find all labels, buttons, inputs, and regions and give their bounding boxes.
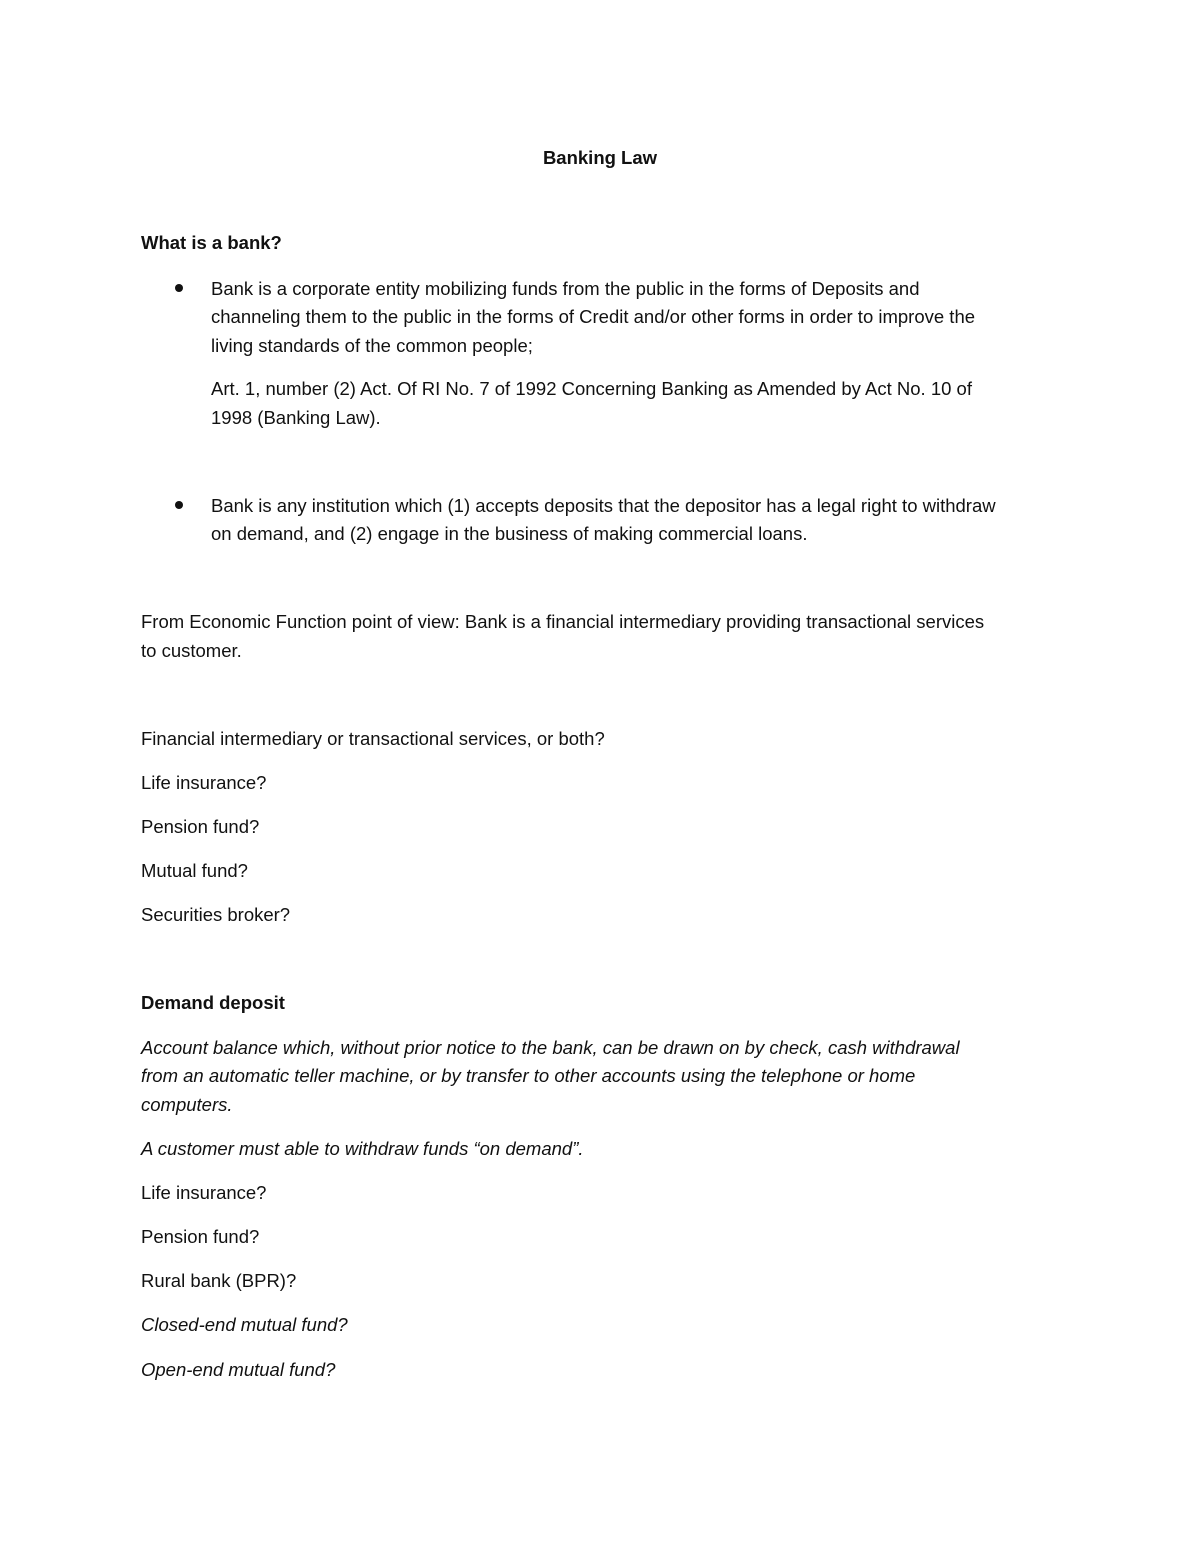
document-title: Banking Law [542,147,658,168]
heading-demand-deposit: Demand deposit [141,992,285,1013]
demand-definition-line: Account balance which, without prior notice to the bank, can be drawn on by check, cash withdrawal [141,1037,960,1058]
bullet1-line: Bank is a corporate entity mobilizing funds from the public in the forms of Deposits and [211,278,920,299]
bullet1-line: channeling them to the public in the forms of Credit and/or other forms in order to improve the [211,306,976,327]
demand-note: A customer must able to withdraw funds “on demand”. [141,1138,584,1159]
bullet1-line: living standards of the common people; [211,335,533,356]
demand-definition-line: from an automatic teller machine, or by transfer to other accounts using the telephone or home [141,1065,916,1086]
bullet2-line: on demand, and (2) engage in the business of making commercial loans. [211,523,808,544]
question-line: Securities broker? [141,904,291,925]
economic-function-line: From Economic Function point of view: Bank is a financial intermediary providing transactional services [141,611,985,632]
bullet1-citation-line: Art. 1, number (2) Act. Of RI No. 7 of 1992 Concerning Banking as Amended by Act No. 10 of [211,378,972,399]
question-line: Rural bank (BPR)? [141,1270,297,1291]
question-line: Mutual fund? [141,860,248,881]
heading-what-is-a-bank: What is a bank? [141,232,282,253]
bullet1-citation-line: 1998 (Banking Law). [211,407,381,428]
question-line: Pension fund? [141,816,260,837]
question-line: Life insurance? [141,772,267,793]
demand-definition-line: computers. [141,1094,233,1115]
question-line-italic: Closed-end mutual fund? [141,1314,348,1335]
question-line: Pension fund? [141,1226,260,1247]
bullet-dot [175,284,183,292]
economic-function-line: to customer. [141,640,242,661]
question-line: Financial intermediary or transactional services, or both? [141,728,605,749]
question-line-italic: Open-end mutual fund? [141,1359,336,1380]
bullet2-line: Bank is any institution which (1) accepts deposits that the depositor has a legal right to withdraw [211,495,996,516]
bullet-dot [175,501,183,509]
question-line: Life insurance? [141,1182,267,1203]
